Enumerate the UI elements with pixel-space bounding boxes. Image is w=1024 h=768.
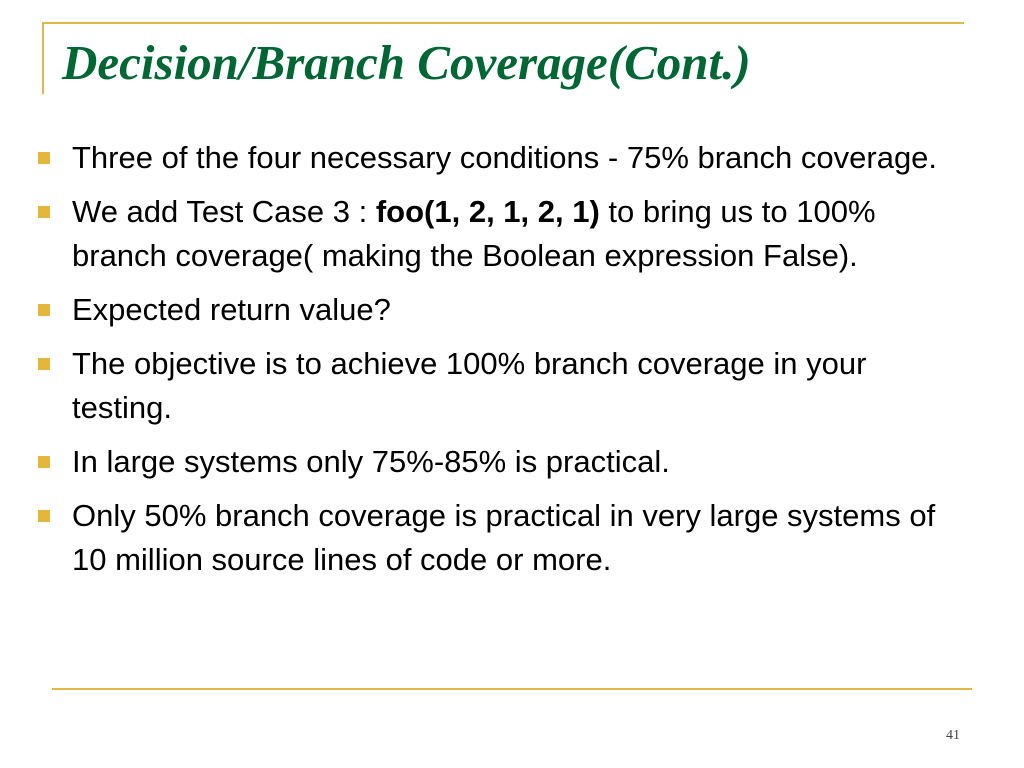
bullet-text: We add Test Case 3 : — [72, 194, 376, 229]
bullet-text: Expected return value? — [72, 292, 391, 327]
bullet-item — [30, 494, 950, 582]
bottom-rule — [52, 688, 972, 690]
bullet-list — [30, 136, 950, 592]
bullet-text: Three of the four necessary conditions - 75% branch coverage. — [72, 140, 938, 175]
bullet-text: Only 50% branch coverage is practical in very large systems of 10 million source lines of code or more. — [72, 498, 936, 577]
square-bullet-icon — [38, 456, 50, 468]
square-bullet-icon — [38, 358, 50, 370]
slide-title: Decision/Branch Coverage(Cont.) — [62, 35, 751, 90]
bullet-text: The objective is to achieve 100% branch coverage in your testing. — [72, 346, 867, 425]
square-bullet-icon — [38, 304, 50, 316]
bullet-item — [30, 440, 950, 484]
bullet-item — [30, 288, 950, 332]
left-rule — [42, 22, 44, 94]
top-rule — [44, 22, 964, 24]
page-number: 41 — [946, 728, 960, 743]
square-bullet-icon — [38, 510, 50, 522]
square-bullet-icon — [38, 152, 50, 164]
test-case-call: foo(1, 2, 1, 2, 1) — [375, 194, 600, 229]
bullet-item — [30, 190, 950, 278]
bullet-item — [30, 342, 950, 430]
square-bullet-icon — [38, 206, 50, 218]
bullet-item — [30, 136, 950, 180]
bullet-text: to bring us to 100% branch coverage( making the Boolean expression False). — [72, 194, 876, 273]
bullet-text: In large systems only 75%-85% is practical. — [72, 444, 670, 479]
